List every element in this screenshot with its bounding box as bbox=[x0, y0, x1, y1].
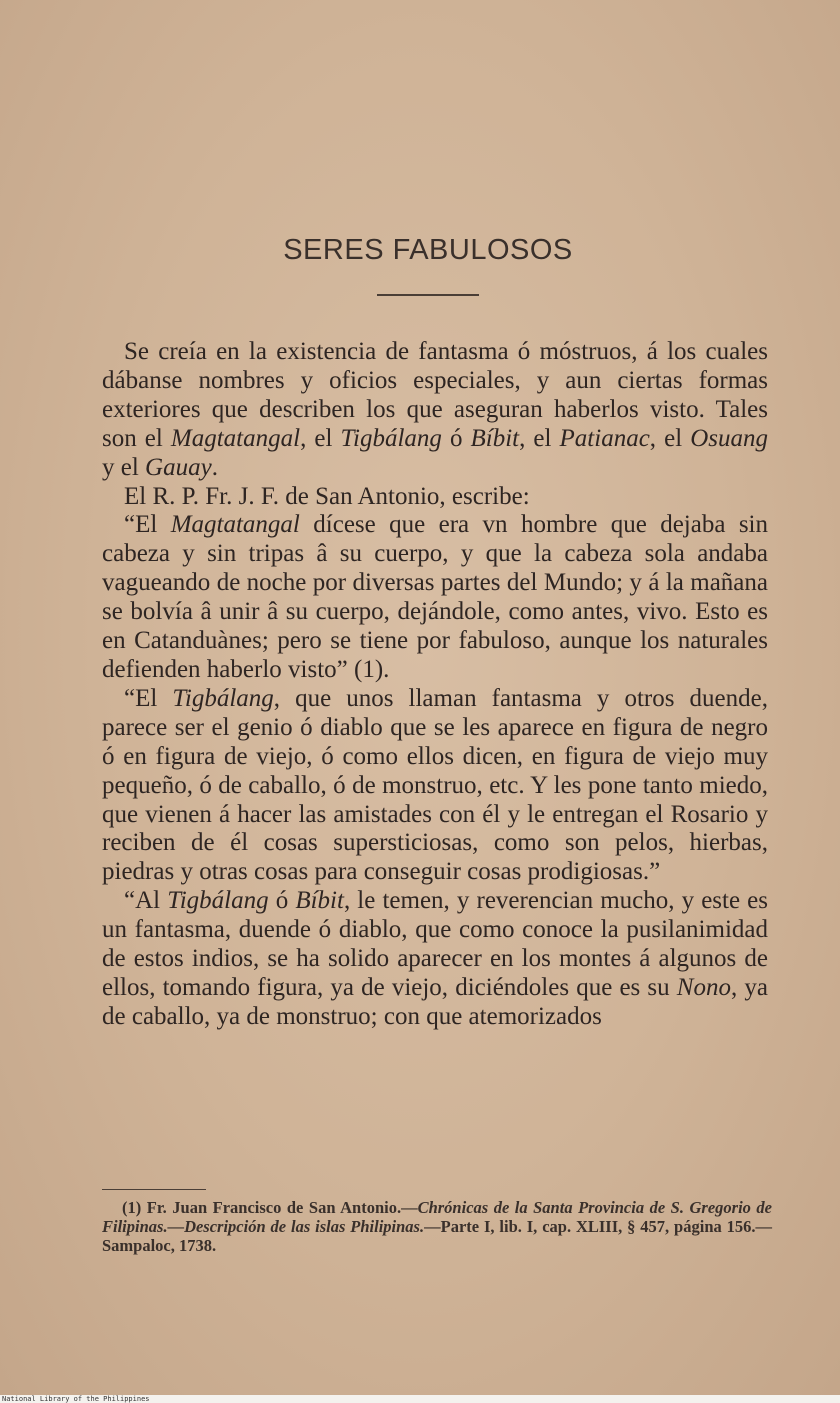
footnote-text bbox=[102, 1198, 772, 1255]
text-run: . bbox=[211, 453, 218, 481]
italic-term: Nono bbox=[676, 973, 731, 1001]
text-run: , ya de caballo, ya de monstruo; con que atemorizados bbox=[102, 973, 768, 1030]
text-run: El R. P. Fr. J. F. de San Antonio, escribe: bbox=[124, 482, 530, 510]
footnote bbox=[102, 1198, 772, 1255]
text-run: Se creía en la existencia de fantasma ó móstruos, á los cuales dábanse nombres y oficios especiales, y aun ciertas formas exteriores que describen los que aseguran haberlos visto. Tales son el bbox=[102, 338, 768, 452]
text-run: , que unos llaman fantasma y otros duende, parece ser el genio ó diablo que se les aparece en figura de negro ó en figura de viejo, ó como ellos dicen, en figura de viejo muy pequeño, ó de caballo, ó de monstruo, etc. Y les pone tanto miedo, que vienen á hacer las amistades con él y le entregan el Rosario y reciben de él cosas supersticiosas, como son pelos, hierbas, piedras y otras cosas para conseguir cosas prodigiosas.” bbox=[102, 684, 768, 886]
library-credit: National Library of the Philippines bbox=[2, 1395, 150, 1403]
paragraph bbox=[102, 511, 768, 684]
text-run: —Parte I, lib. I, cap. XLIII, § 457, página 156.—Sampaloc, 1738. bbox=[102, 1217, 773, 1255]
page-title: SERES FABULOSOS bbox=[283, 234, 573, 266]
text-run: “El bbox=[124, 684, 173, 712]
text-run: “El bbox=[124, 511, 171, 539]
text-run: “Al bbox=[124, 887, 168, 915]
text-run: , le temen, y reverencian mucho, y este es un fantasma, duende ó diablo, que como conoce la pusilanimidad de estos indios, se ha solido aparecer en los montes á algunos de ellos, tomando figura, ya de viejo, diciéndoles que es su bbox=[102, 887, 768, 1001]
text-run: ó bbox=[268, 887, 296, 915]
italic-term: Bíbit bbox=[470, 424, 520, 452]
italic-term: Tigbálang bbox=[167, 887, 269, 915]
italic-term: Magtatangal bbox=[170, 424, 301, 452]
paragraph bbox=[102, 887, 768, 1032]
paragraph bbox=[102, 338, 768, 483]
text-run: , el bbox=[519, 424, 560, 452]
text-run: , el bbox=[300, 424, 341, 452]
italic-term: Gauay bbox=[145, 453, 212, 481]
text-run: y el bbox=[102, 453, 146, 481]
text-run: , el bbox=[649, 424, 691, 452]
body-text bbox=[102, 338, 768, 1032]
italic-term: Patianac bbox=[559, 424, 650, 452]
paragraph bbox=[102, 685, 768, 887]
italic-term: Tigbálang bbox=[340, 424, 442, 452]
text-run: (1) Fr. Juan Francisco de San Antonio.— bbox=[122, 1198, 418, 1217]
text-run: dícese que era vn hombre que dejaba sin cabeza y sin tripas â su cuerpo, y que la cabeza sola andaba vagueando de noche por diversas partes del Mundo; y á la mañana se bolvía â unir â su cuerpo, dejándole, como antes, vivo. Esto es en Catanduànes; pero se tiene por fabuloso, aunque los naturales defienden haberlo visto” (1). bbox=[102, 511, 768, 683]
title-divider bbox=[377, 294, 479, 296]
footnote-divider bbox=[102, 1189, 206, 1190]
italic-term: Tigbálang bbox=[172, 684, 274, 712]
paragraph bbox=[102, 483, 768, 512]
text-run: ó bbox=[441, 424, 471, 452]
italic-term: Magtatangal bbox=[170, 511, 300, 539]
italic-term: Chrónicas de la Santa Provincia de S. Gregorio de Filipinas.—Descripción de las islas Philipinas. bbox=[102, 1198, 772, 1236]
italic-term: Osuang bbox=[690, 424, 768, 452]
italic-term: Bíbit bbox=[295, 887, 344, 915]
